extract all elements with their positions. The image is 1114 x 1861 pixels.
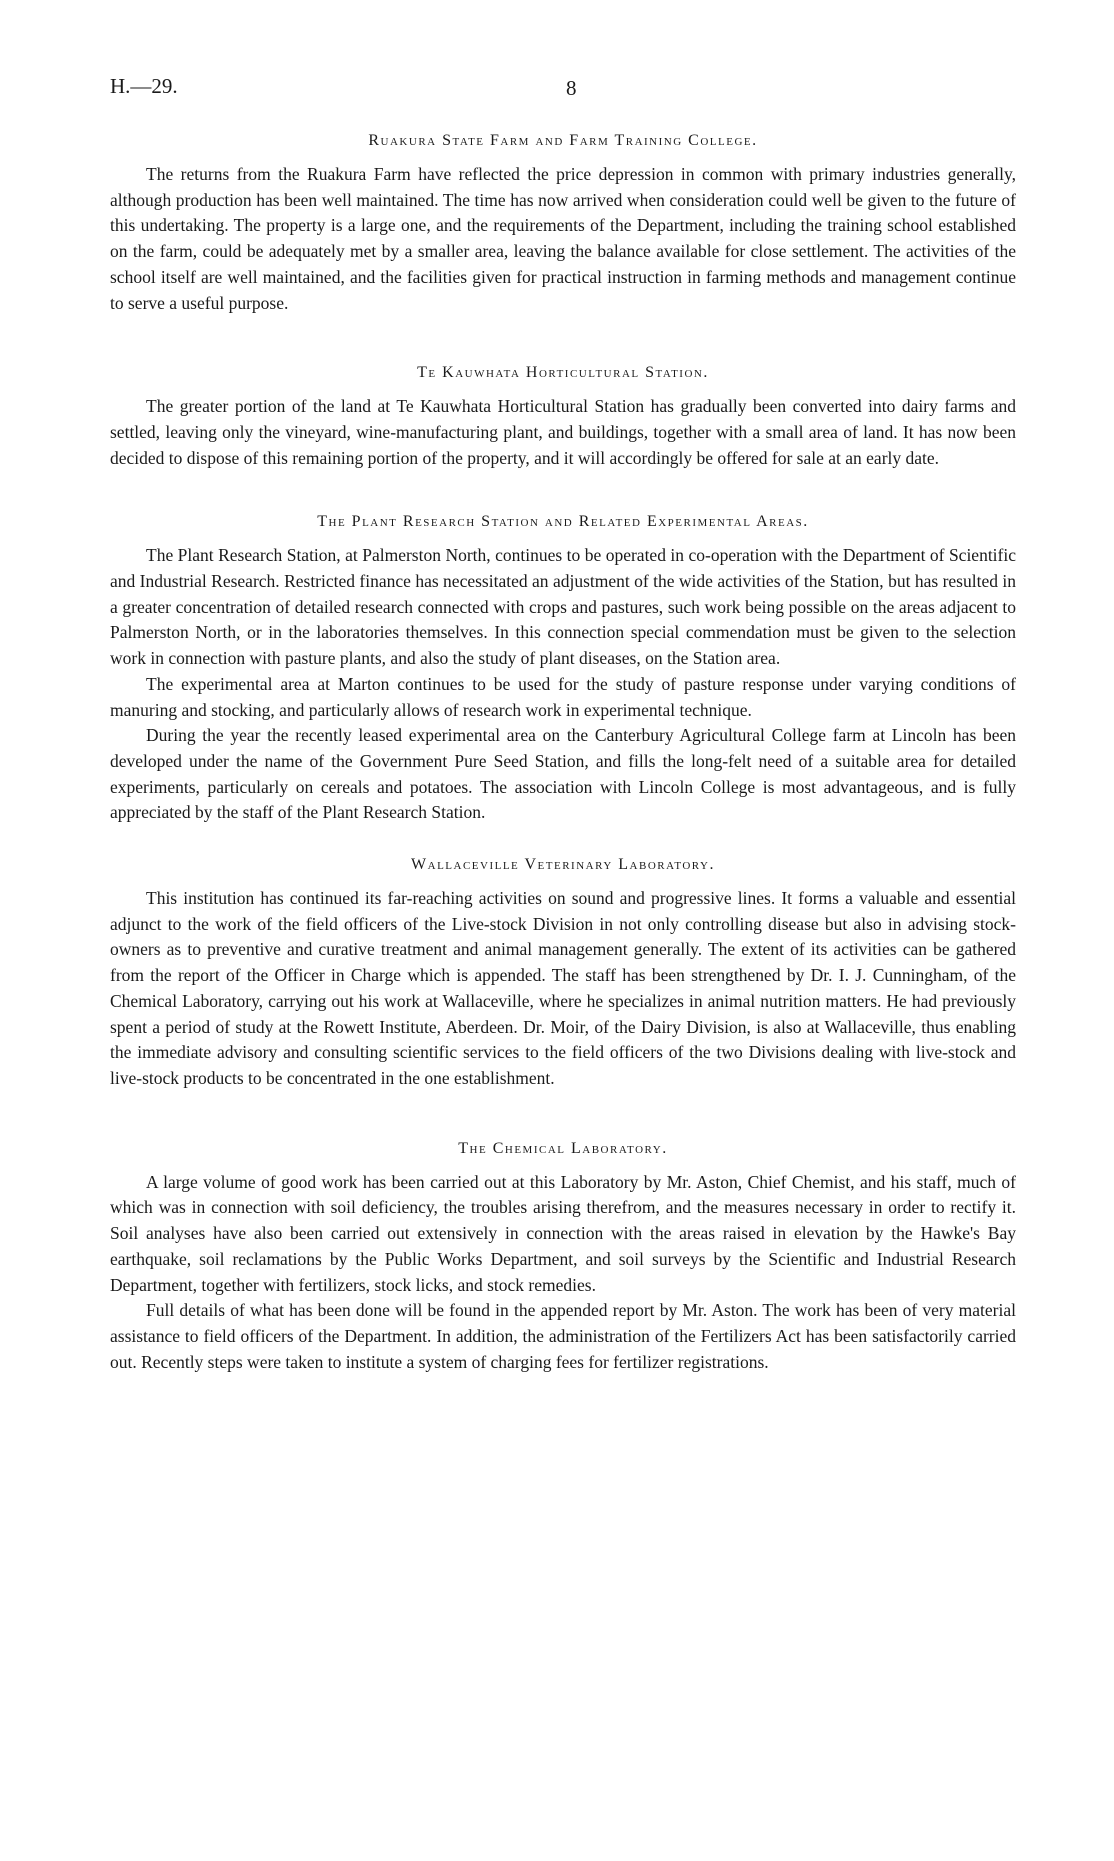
- paragraph: During the year the recently leased experimental area on the Canterbury Agricultural College farm at Lincoln has been developed under the name of the Government Pure Seed Station, and fills the long-felt need of a suitable area for detailed experiments, particularly on cereals and potatoes. The association with Lincoln College is most advantageous, and is fully appreciated by the staff of the Plant Research Station.: [110, 725, 1016, 823]
- paragraph: Full details of what has been done will be found in the appended report by Mr. Aston. The work has been of very material assistance to field officers of the Department. In addition, the administration of the Fertilizers Act has been satisfactorily carried out. Recently steps were taken to institute a system of charging fees for fertilizer registrations.: [110, 1300, 1016, 1372]
- section-heading: Ruakura State Farm and Farm Training College.: [368, 132, 758, 149]
- section-heading: Wallaceville Veterinary Laboratory.: [411, 856, 715, 874]
- paragraph: The experimental area at Marton continues to be used for the study of pasture response under varying conditions of manuring and stocking, and particularly allows of research work in experimental technique.: [110, 673, 1016, 720]
- section-chemical-laboratory: [110, 1140, 1016, 1376]
- section-heading: The Plant Research Station and Related Experimental Areas.: [317, 513, 809, 531]
- paragraph: The returns from the Ruakura Farm have reflected the price depression in common with primary industries generally, although production has been well maintained. The time has now arrived when consideration could well be given to the future of this undertaking. The property is a large one, and the requirements of the Department, including the training school established on the farm, could be adequately met by a smaller area, leaving the balance available for close settlement. The activities of the school itself are well maintained, and the facilities given for practical instruction in farming methods and management continue to serve a useful purpose.: [110, 164, 1016, 313]
- paragraph: The greater portion of the land at Te Kauwhata Horticultural Station has gradually been converted into dairy farms and settled, leaving only the vineyard, wine-manufacturing plant, and buildings, together with a small area of land. It has now been decided to dispose of this remaining portion of the property, and it will accordingly be offered for sale at an early date.: [110, 396, 1016, 468]
- document-reference: H.—29.: [110, 74, 178, 98]
- section-te-kauwhata: [110, 364, 1016, 471]
- page-content: [110, 132, 1016, 1417]
- section-wallaceville: [110, 856, 1016, 1092]
- section-heading: The Chemical Laboratory.: [458, 1139, 668, 1157]
- section-ruakura-farm: [110, 132, 1016, 316]
- paragraph: A large volume of good work has been carried out at this Laboratory by Mr. Aston, Chief Chemist, and his staff, much of which was in connection with soil deficiency, the troubles arising therefrom, and the measures necessary in order to rectify it. Soil analyses have also been carried out extensively in connection with the areas raised in elevation by the Hawke's Bay earthquake, soil reclamations by the Public Works Department, and soil surveys by the Scientific and Industrial Research Department, together with fertilizers, stock licks, and stock remedies.: [110, 1171, 1016, 1295]
- section-plant-research: [110, 513, 1016, 826]
- paragraph: This institution has continued its far-reaching activities on sound and progressive lines. It forms a valuable and essential adjunct to the work of the field officers of the Live-stock Division in not only controlling disease but also in advising stock-owners as to preventive and curative treatment and animal management generally. The extent of its activities can be gathered from the report of the Officer in Charge which is appended. The staff has been strengthened by Dr. I. J. Cunningham, of the Chemical Laboratory, carrying out his work at Wallaceville, where he specializes in animal nutrition matters. He had previously spent a period of study at the Rowett Institute, Aberdeen. Dr. Moir, of the Dairy Division, is also at Wallaceville, thus enabling the immediate advisory and consulting scientific services to the field officers of the two Divisions dealing with live-stock and live-stock products to be concentrated in the one establishment.: [110, 888, 1016, 1088]
- page-number: 8: [566, 76, 577, 100]
- section-heading: Te Kauwhata Horticultural Station.: [417, 364, 709, 382]
- paragraph: The Plant Research Station, at Palmerston North, continues to be operated in co-operation with the Department of Scientific and Industrial Research. Restricted finance has necessitated an adjustment of the wide activities of the Station, but has resulted in a greater concentration of detailed research connected with crops and pastures, such work being possible on the areas adjacent to Palmerston North, or in the laboratories themselves. In this connection special commendation must be given to the selection work in connection with pasture plants, and also the study of plant diseases, on the Station area.: [110, 545, 1016, 669]
